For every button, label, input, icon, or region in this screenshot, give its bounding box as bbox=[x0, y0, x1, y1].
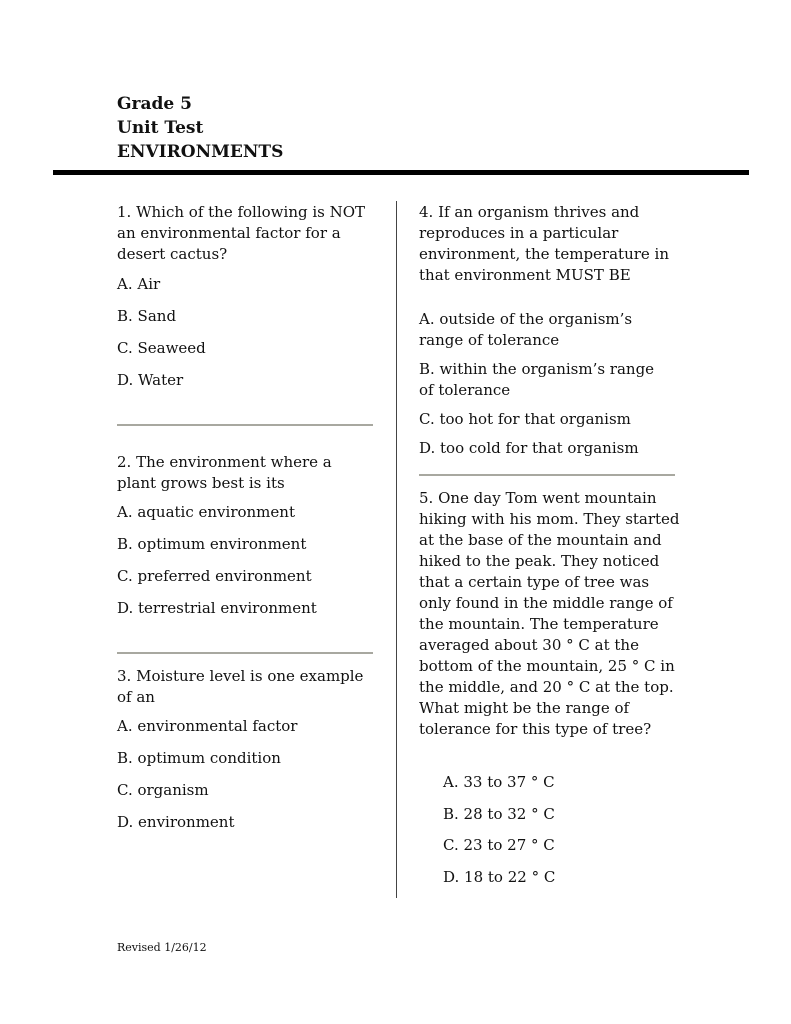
question-1-option-c: C. Seaweed bbox=[117, 339, 206, 357]
question-2-text: 2. The environment where a plant grows best is its bbox=[117, 453, 332, 492]
question-separator bbox=[117, 652, 373, 654]
question-separator bbox=[419, 474, 675, 476]
question-3-option-b: B. optimum condition bbox=[117, 749, 281, 767]
question-5-option-c: C. 23 to 27 ° C bbox=[443, 836, 555, 854]
grade-label: Grade 5 bbox=[117, 94, 192, 114]
question-3-option-a: A. environmental factor bbox=[117, 717, 298, 735]
question-4-text: 4. If an organism thrives and reproduces in a particular environment, the temperature in that environment MUST BE bbox=[419, 203, 670, 284]
question-5-option-b: B. 28 to 32 ° C bbox=[443, 805, 555, 823]
question-3-option-c: C. organism bbox=[117, 781, 209, 799]
question-4-option-d: D. too cold for that organism bbox=[419, 439, 639, 457]
question-1-option-b: B. Sand bbox=[117, 307, 177, 325]
test-header bbox=[117, 92, 283, 164]
test-type-label: Unit Test bbox=[117, 118, 204, 138]
question-2-option-d: D. terrestrial environment bbox=[117, 599, 317, 617]
question-1-option-a: A. Air bbox=[117, 275, 161, 293]
column-divider bbox=[396, 201, 397, 898]
question-2-option-b: B. optimum environment bbox=[117, 535, 307, 553]
question-5-option-a: A. 33 to 37 ° C bbox=[443, 773, 555, 791]
question-2-option-c: C. preferred environment bbox=[117, 567, 312, 585]
revision-date: Revised 1/26/12 bbox=[117, 941, 207, 954]
header-rule bbox=[53, 170, 749, 175]
question-5-text: 5. One day Tom went mountain hiking with his mom. They started at the base of the mountain and hiked to the peak. They noticed that a certain type of tree was only found in the middle range of the mountain. The temperature averaged about 30 ° C at the bottom of the mountain, 25 ° C in the middle, and 20 ° C at the top. What might be the range of tolerance for this type of tree? bbox=[419, 489, 680, 738]
question-4-option-b: B. within the organism’s range of tolerance bbox=[419, 360, 655, 399]
question-1-text: 1. Which of the following is NOT an environmental factor for a desert cactus? bbox=[117, 203, 366, 263]
question-separator bbox=[117, 424, 373, 426]
question-3-text: 3. Moisture level is one example of an bbox=[117, 667, 364, 706]
question-4-option-a: A. outside of the organism’s range of tolerance bbox=[419, 310, 633, 349]
question-4-option-c: C. too hot for that organism bbox=[419, 410, 631, 428]
question-5-option-d: D. 18 to 22 ° C bbox=[443, 868, 556, 886]
question-2-option-a: A. aquatic environment bbox=[117, 503, 295, 521]
question-3-option-d: D. environment bbox=[117, 813, 235, 831]
question-1-option-d: D. Water bbox=[117, 371, 184, 389]
test-title: ENVIRONMENTS bbox=[117, 142, 284, 162]
